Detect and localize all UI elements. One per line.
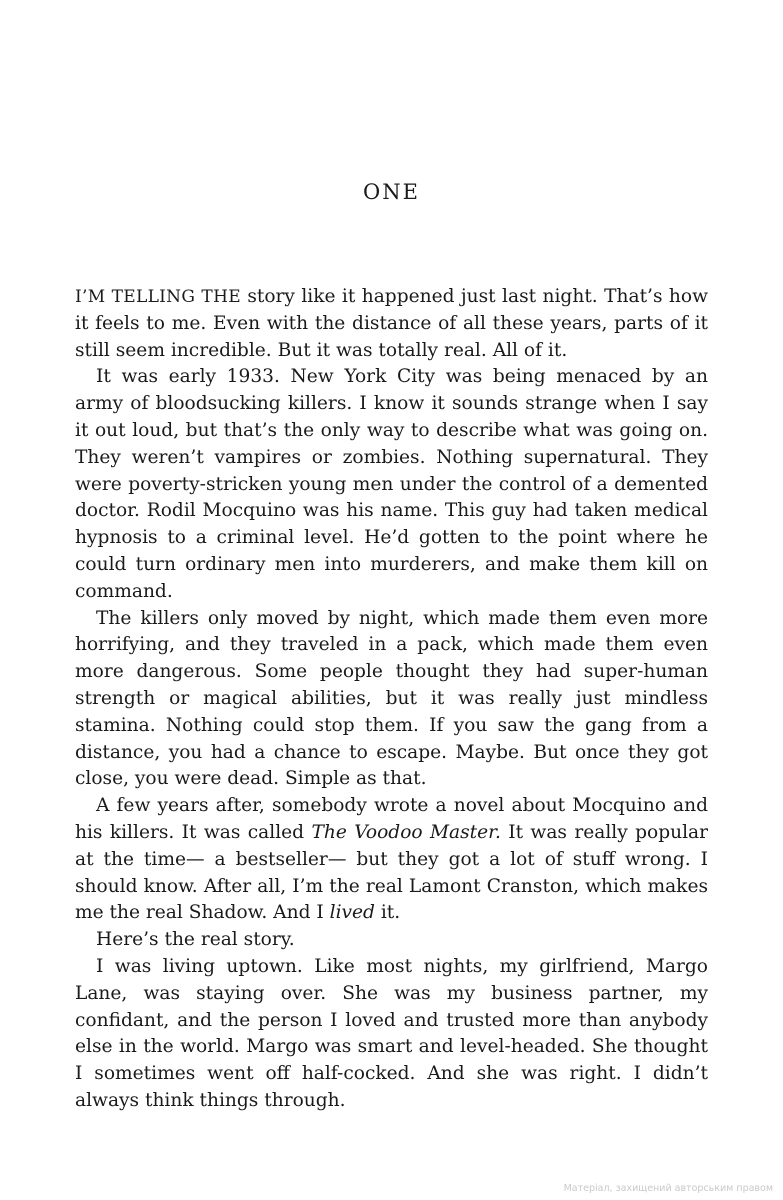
- paragraph-4-text-a: A few years after, somebody wrote a novel about Mocquino and his killers. It was called: [75, 795, 708, 843]
- paragraph-3: The killers only moved by night, which made them even more horrifying, and they traveled in a pack, which made them even more dangerous. Some people thought they had super-human strength or magical abilities, but it was really just mindless stamina. Nothing could stop them. If you saw the gang from a distance, you had a chance to escape. Maybe. But once they got close, you were dead. Simple as that.: [75, 607, 708, 790]
- paragraph-5: Here’s the real story.: [96, 929, 295, 951]
- paragraph-4-text-c: it.: [374, 902, 401, 924]
- paragraph-4-text-b: It was really popular at the time— a bestseller— but they got a lot of stuff wrong. I should know. After all, I’m the real Lamont Cranston, which makes me the real Shadow. And I: [75, 821, 708, 924]
- paragraph-1-text: story like it happened just last night. That’s how it feels to me. Even with the distance of all these years, parts of it still seem incredible. But it was totally real. All of it.: [75, 286, 708, 361]
- paragraph-4: [75, 793, 708, 927]
- chapter-title: ONE: [363, 180, 420, 204]
- copyright-watermark: Матеріал, захищений авторським правом: [563, 1183, 773, 1194]
- paragraph-1: [75, 284, 708, 364]
- chapter-body: [75, 284, 708, 1115]
- paragraph-2: It was early 1933. New York City was being menaced by an army of bloodsucking killers. I know it sounds strange when I say it out loud, but that’s the only way to describe what was going on. They weren’t vampires or zombies. Nothing supernatural. They were poverty-stricken young men under the control of a demented doctor. Rodil Mocquino was his name. This guy had taken medical hypnosis to a criminal level. He’d gotten to the point where he could turn ordinary men into murderers, and make them kill on command.: [75, 366, 708, 602]
- paragraph-lead-caps: I’M TELLING THE: [75, 287, 241, 307]
- emphasis-lived: lived: [329, 902, 375, 924]
- novel-title: The Voodoo Master.: [311, 821, 501, 843]
- paragraph-6: I was living uptown. Like most nights, my girlfriend, Margo Lane, was staying over. She was my business partner, my confidant, and the person I loved and trusted more than anybody else in the world. Margo was smart and level-headed. She thought I sometimes went off half-cocked. And she was right. I didn’t always think things through.: [75, 955, 708, 1111]
